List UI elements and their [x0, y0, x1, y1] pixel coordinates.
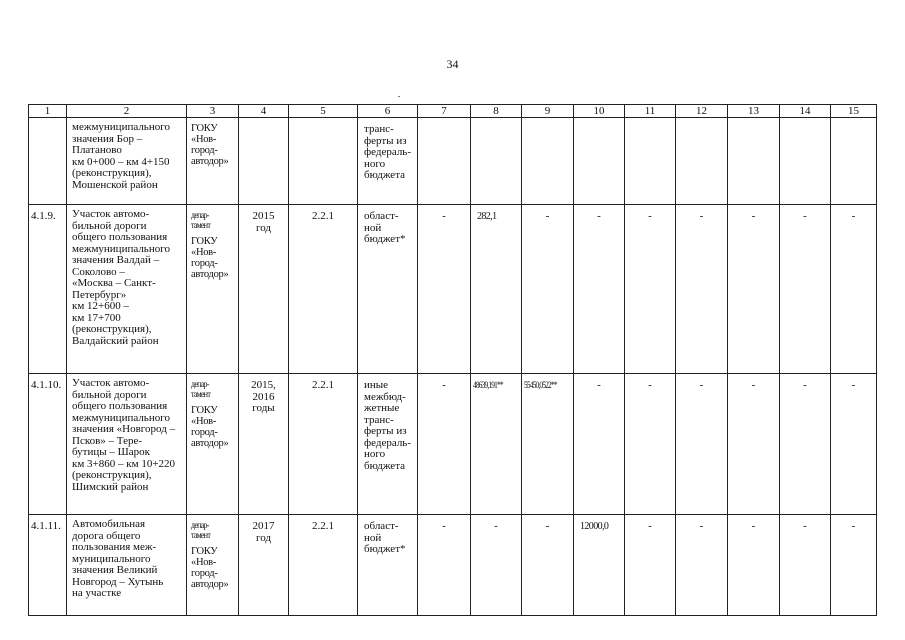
value-cell: 282,1: [471, 205, 522, 374]
item-description: Участок автомо- бильной дороги общего пользования межмуниципального значения «Новгород – Псков» – Тере- бутицы – Шарок км 3+860 – км 10+220 (реконструкция), Шимский район: [67, 374, 187, 515]
col-header: 4: [239, 105, 289, 118]
executor-department: депар- тамент: [191, 379, 211, 399]
value-cell: -: [831, 205, 877, 374]
value-cell: -: [574, 374, 625, 515]
col-header: 14: [780, 105, 831, 118]
col-header: 15: [831, 105, 877, 118]
item-number: 4.1.10.: [29, 374, 67, 515]
target-code: [289, 118, 358, 205]
item-description: межмуниципального значения Бор – Платаново км 0+000 – км 4+150 (реконструкция), Мошенской район: [67, 118, 187, 205]
col-header: 7: [418, 105, 471, 118]
value-cell: -: [780, 515, 831, 616]
funding-source: област- ной бюджет*: [358, 515, 418, 616]
scan-dot: [398, 96, 400, 97]
value-cell: [574, 118, 625, 205]
value-cell: 48639,191**: [471, 374, 513, 515]
item-description: Участок автомо- бильной дороги общего пользования межмуниципального значения Валдай – Соколово – «Москва – Санкт- Петербург» км 12+600 – км 17+700 (реконструкция), Валдайский район: [67, 205, 187, 374]
executor-department: депар- тамент: [191, 520, 211, 540]
table-row: [29, 118, 877, 205]
table-row: [29, 374, 877, 515]
table-row: [29, 515, 877, 616]
value-cell: 12000,0: [574, 515, 625, 616]
period: 2017 год: [239, 515, 289, 616]
col-header: 5: [289, 105, 358, 118]
value-cell: -: [728, 205, 780, 374]
executor-cell: [187, 118, 239, 205]
value-cell: -: [728, 374, 780, 515]
value-cell: 55450,0522**: [522, 374, 565, 515]
value-cell: -: [522, 205, 574, 374]
value-cell: -: [831, 515, 877, 616]
value-cell: -: [676, 205, 728, 374]
value-cell: [831, 118, 877, 205]
executor-cell: [187, 205, 239, 374]
executor-gku: ГОКУ «Нов- город- автодор»: [191, 123, 229, 167]
target-code: 2.2.1: [289, 515, 358, 616]
executor-gku: ГОКУ «Нов- город- автодор»: [191, 236, 229, 280]
value-cell: -: [728, 515, 780, 616]
value-cell: -: [780, 374, 831, 515]
value-cell: -: [676, 515, 728, 616]
page-number: 34: [446, 57, 459, 71]
executor-cell: [187, 374, 239, 515]
col-header: 6: [358, 105, 418, 118]
value-cell: -: [625, 205, 676, 374]
value-cell: -: [831, 374, 877, 515]
item-number: 4.1.9.: [29, 205, 67, 374]
funding-source: иные межбюд- жетные транс- ферты из федераль- ного бюджета: [358, 374, 418, 515]
col-header: 8: [471, 105, 522, 118]
value-cell: -: [418, 515, 471, 616]
value-cell: [522, 118, 574, 205]
value-cell: -: [574, 205, 625, 374]
executor-gku: ГОКУ «Нов- город- автодор»: [191, 546, 229, 590]
value-cell: [418, 118, 471, 205]
col-header: 10: [574, 105, 625, 118]
value-cell: [676, 118, 728, 205]
col-header: 3: [187, 105, 239, 118]
table-row: [29, 205, 877, 374]
value-cell: -: [676, 374, 728, 515]
period: 2015, 2016 годы: [239, 374, 289, 515]
item-number: 4.1.11.: [29, 515, 67, 616]
period: [239, 118, 289, 205]
executor-department: депар- тамент: [191, 210, 211, 230]
item-description: Автомобильная дорога общего пользования меж- муниципального значения Великий Новгород – Хутынь на участке: [67, 515, 187, 616]
value-cell: -: [625, 374, 676, 515]
col-header: 11: [625, 105, 676, 118]
executor-gku: ГОКУ «Нов- город- автодор»: [191, 405, 229, 449]
col-header: 2: [67, 105, 187, 118]
col-header: 9: [522, 105, 574, 118]
funding-source: област- ной бюджет*: [358, 205, 418, 374]
program-table: [28, 104, 877, 616]
item-number: [29, 118, 67, 205]
value-cell: -: [418, 374, 471, 515]
value-cell: [471, 118, 522, 205]
value-cell: -: [625, 515, 676, 616]
value-cell: -: [780, 205, 831, 374]
value-cell: -: [522, 515, 574, 616]
col-header: 1: [29, 105, 67, 118]
col-header: 12: [676, 105, 728, 118]
value-cell: [625, 118, 676, 205]
funding-source: транс- ферты из федераль- ного бюджета: [358, 118, 418, 205]
value-cell: [780, 118, 831, 205]
target-code: 2.2.1: [289, 205, 358, 374]
period: 2015 год: [239, 205, 289, 374]
value-cell: -: [418, 205, 471, 374]
value-cell: [728, 118, 780, 205]
executor-cell: [187, 515, 239, 616]
header-row: [29, 105, 877, 118]
col-header: 13: [728, 105, 780, 118]
target-code: 2.2.1: [289, 374, 358, 515]
value-cell: -: [471, 515, 522, 616]
